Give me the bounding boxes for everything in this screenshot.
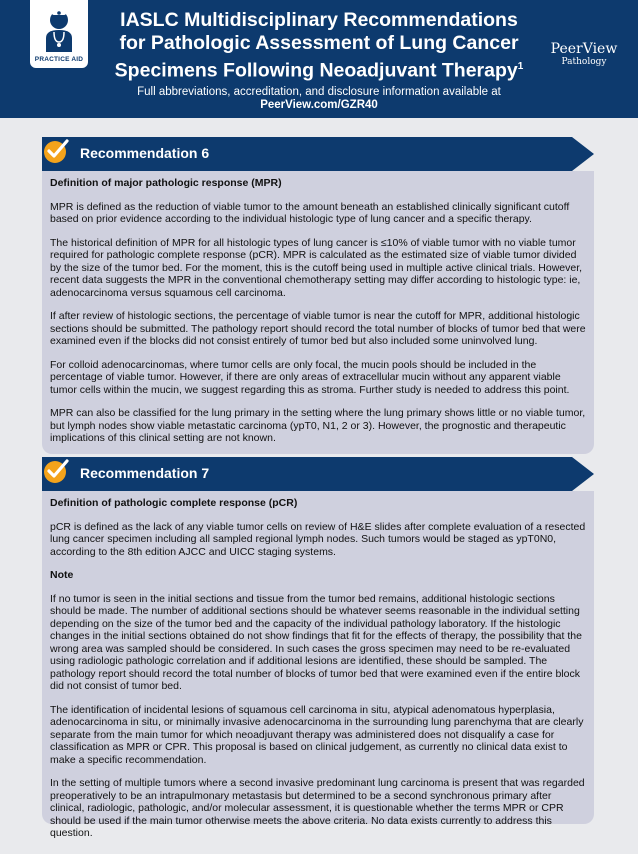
note-paragraph-3: In the setting of multiple tumors where a second invasive predominant lung carcinoma is present that was regarded preoperatively to be an intrapulmonary metastasis but determined to be a second synchronous primary after clinical, radiologic, pathologic, and/or molecular assessment, it is questionable whether the terms MPR or CPR should be used if the main tumor otherwise meets the above criteria. No data exists currently to address this question. xyxy=(50,777,585,839)
mpr-heading: Definition of major pathologic response (MPR) xyxy=(50,177,282,189)
title-line-3 xyxy=(100,55,538,83)
doctor-icon xyxy=(44,8,74,54)
mpr-paragraph-3: If after review of histologic sections, the percentage of viable tumor is near the cutoff for MPR, additional histologic sections should be submitted. The pathology report should record the total number of blocks of tumor bed that were examined even if the blocks did not consist entirely of tumor bed but also included some uninvolved lung. xyxy=(50,310,586,347)
note-paragraph-1: If no tumor is seen in the initial sections and tissue from the tumor bed remains, additional histologic sections should be made. The number of additional sections should be whatever seems reasonable in the individual setting depending on the size of the tumor bed and the capacity of the individual pathology laboratory. If the histologic changes in the initial sections obtained do not show findings that fit for the effects of therapy, the possibility that the wrong area was sampled should be considered. In such cases the gross specimen may need to be re-evaluated using radiologic pathologic correlation and if additional lesions are identified, these should be sampled. The pathology report should record the total number of blocks of tumor bed that were examined even if the entire block did not consist of tumor bed. xyxy=(50,592,582,692)
practice-aid-badge xyxy=(30,0,88,68)
header-banner xyxy=(0,0,638,118)
note-paragraph-2: The identification of incidental lesions of squamous cell carcinoma in situ, atypical adenomatous hyperplasia, adenocarcinoma in situ, or minimally invasive adenocarcinoma in the surrounding lung parenchyma that are clearly separate from the main tumor for which neoadjuvant therapy was administered does not disqualify a case for classification as MPR or CPR. This proposal is based on clinical judgement, as currently no clinical data exist to make a specific recommendation. xyxy=(50,703,584,766)
checkmark-icon xyxy=(42,137,70,165)
subtitle-url[interactable]: PeerView.com/GZR40 xyxy=(260,99,378,111)
subtitle xyxy=(100,86,538,112)
note-heading: Note xyxy=(50,569,74,581)
title-footnote: 1 xyxy=(517,61,524,72)
recommendation-6-content xyxy=(50,177,586,445)
mpr-paragraph-2: The historical definition of MPR for all histologic types of lung cancer is ≤10% of viable tumor with no viable tumor required for pathologic complete response (pCR). MPR is calculated as the estimated size of viable tumor divided by the size of the tumor bed. For the moment, this is the cutoff being used in multiple active clinical trials. However, recent data suggests the MPR in the conventional chemotherapy setting may differ according to histologic type: ie, adenocarcinoma versus squamous cell carcinoma. xyxy=(50,236,583,299)
brand-sub: Pathology xyxy=(561,57,607,67)
title-line-2: for Pathologic Assessment of Lung Cancer xyxy=(119,32,519,54)
recommendation-7-title: Recommendation 7 xyxy=(80,465,210,481)
brand-name: PeerView xyxy=(550,41,618,57)
checkmark-icon xyxy=(42,457,70,485)
mpr-paragraph-4: For colloid adenocarcinomas, where tumor cells are only focal, the mucin pools should be included in the percentage of viable tumor. However, if there are only areas of extracellular mucin without any apparent viable tumor cells within the mucin, we suggest regarding this as stroma. Further study is needed to address this point. xyxy=(50,358,570,396)
recommendation-6-banner xyxy=(42,137,594,171)
badge-label: PRACTICE AID xyxy=(34,56,84,63)
mpr-paragraph-1: MPR is defined as the reduction of viable tumor to the amount beneath an established clinically significant cutoff based on prior evidence according to the individual histologic type of lung cancer and a specific therapy. xyxy=(50,200,570,225)
pcr-paragraph-1: pCR is defined as the lack of any viable tumor cells on review of H&E slides after complete evaluation of a resected lung cancer specimen including all sampled regional lymph nodes. Such tumors would be staged as ypT0N0, according to the 8th edition AJCC and UICC staging systems. xyxy=(50,520,586,558)
peerview-logo xyxy=(538,42,630,68)
pcr-heading: Definition of pathologic complete response (pCR) xyxy=(50,497,298,509)
recommendation-6-title: Recommendation 6 xyxy=(80,145,210,161)
title-line-3-text: Specimens Following Neoadjuvant Therapy xyxy=(114,59,518,82)
page-title xyxy=(100,9,538,83)
title-line-1: IASLC Multidisciplinary Recommendations xyxy=(120,9,518,31)
mpr-paragraph-5: MPR can also be classified for the lung primary in the setting where the lung primary shows little or no viable tumor, but lymph nodes show viable metastatic carcinoma (ypT0, N1, 2 or 3). However, the prognostic and therapeutic implications of this clinical setting are not known. xyxy=(50,407,586,444)
recommendation-7-panel xyxy=(42,491,594,839)
recommendation-6-panel xyxy=(42,171,594,454)
recommendation-7-banner xyxy=(42,457,594,491)
subtitle-text: Full abbreviations, accreditation, and disclosure information available at xyxy=(137,86,501,98)
recommendation-7-content xyxy=(50,497,586,840)
